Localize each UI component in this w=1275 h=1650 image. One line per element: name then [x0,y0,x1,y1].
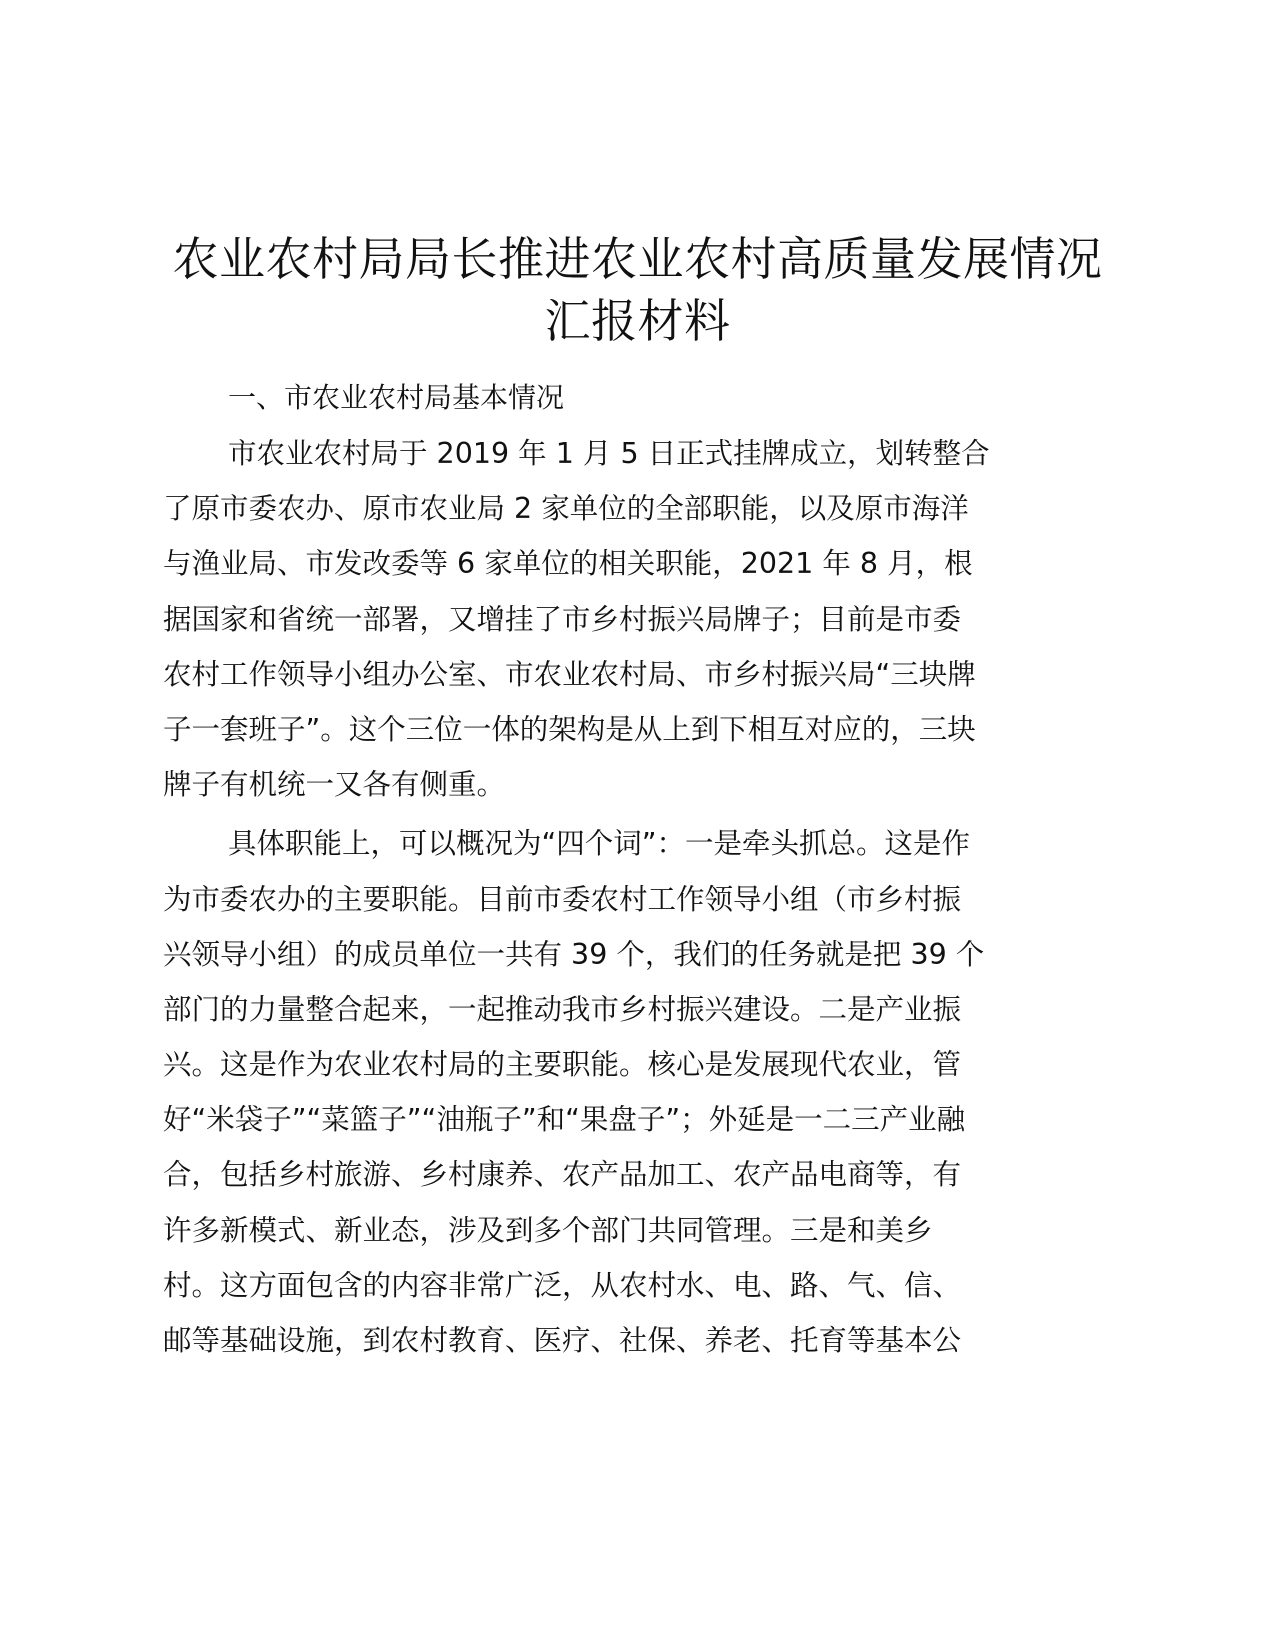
paragraph-1-line: 据国家和省统一部署，又增挂了市乡村振兴局牌子；目前是市委 [163,602,962,636]
paragraph-2-line: 兴领导小组）的成员单位一共有 39 个，我们的任务就是把 39 个 [163,937,985,971]
paragraph-2-line: 村。这方面包含的内容非常广泛，从农村水、电、路、气、信、 [163,1268,962,1302]
title-line-1: 农业农村局局长推进农业农村高质量发展情况 [172,232,1103,286]
paragraph-1-line: 与渔业局、市发改委等 6 家单位的相关职能，2021 年 8 月，根 [163,547,973,581]
paragraph-1-line: 农村工作领导小组办公室、市农业农村局、市乡村振兴局“三块牌 [163,657,976,691]
paragraph-1-line: 了原市委农办、原市农业局 2 家单位的全部职能，以及原市海洋 [163,492,969,526]
paragraph-2-line: 合，包括乡村旅游、乡村康养、农产品加工、农产品电商等，有 [163,1158,962,1192]
paragraph-1-line: 牌子有机统一又各有侧重。 [163,768,506,802]
title-line-2: 汇报材料 [544,294,731,348]
paragraph-1-line: 市农业农村局于 2019 年 1 月 5 日正式挂牌成立，划转整合 [228,437,990,470]
document-title [160,228,1115,352]
document-body [163,426,1123,1368]
paragraph-2-line: 邮等基础设施，到农村教育、医疗、社保、养老、托育等基本公 [163,1324,962,1357]
paragraph-2-line: 为市委农办的主要职能。目前市委农村工作领导小组（市乡村振 [163,882,962,916]
paragraph-2-line: 兴。这是作为农业农村局的主要职能。核心是发展现代农业，管 [163,1048,962,1082]
paragraph-2-line: 许多新模式、新业态，涉及到多个部门共同管理。三是和美乡 [163,1213,933,1247]
paragraph-2-line: 具体职能上，可以概况为“四个词”：一是牵头抓总。这是作 [228,827,971,861]
paragraph-1-line: 子一套班子”。这个三位一体的架构是从上到下相互对应的，三块 [163,712,976,746]
paragraph-2-line: 部门的力量整合起来，一起推动我市乡村振兴建设。二是产业振 [163,992,962,1026]
section-heading: 一、市农业农村局基本情况 [228,381,565,414]
paragraph-2-line: 好“米袋子”“菜篮子”“油瓶子”和“果盘子”；外延是一二三产业融 [163,1103,966,1137]
